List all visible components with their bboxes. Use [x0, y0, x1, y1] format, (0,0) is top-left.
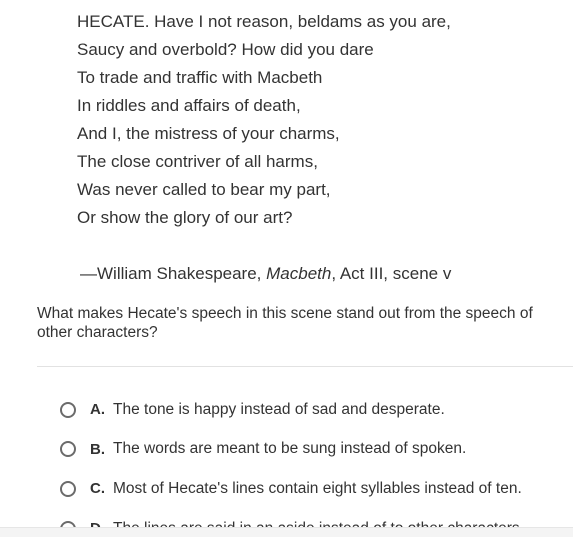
radio-button[interactable] — [60, 402, 76, 418]
attribution-suffix: , Act III, scene v — [331, 264, 452, 283]
poem-line: HECATE. Have I not reason, beldams as you are, — [77, 12, 451, 31]
poem-line: And I, the mistress of your charms, — [77, 124, 340, 143]
poem-line: Or show the glory of our art? — [77, 208, 293, 227]
poem-line: To trade and traffic with Macbeth — [77, 68, 323, 87]
option-text: The words are meant to be sung instead of spoken. — [113, 440, 467, 458]
option-text: The tone is happy instead of sad and desperate. — [113, 400, 445, 418]
answer-options — [60, 390, 565, 548]
option-letter: C. — [90, 480, 105, 498]
attribution — [80, 260, 451, 288]
answer-option-b[interactable] — [60, 430, 565, 470]
option-letter: A. — [90, 401, 105, 419]
attribution-prefix: —William Shakespeare, — [80, 264, 267, 283]
poem-line: Saucy and overbold? How did you dare — [77, 40, 374, 59]
poem-passage — [77, 8, 557, 232]
answer-option-c[interactable] — [60, 469, 565, 509]
question-text: What makes Hecate's speech in this scene stand out from the speech of other characters? — [37, 305, 533, 341]
answer-option-a[interactable] — [60, 390, 565, 430]
divider — [37, 366, 573, 367]
option-letter: B. — [90, 440, 105, 458]
poem-line: Was never called to bear my part, — [77, 180, 331, 199]
attribution-work-title: Macbeth — [266, 264, 332, 283]
radio-button[interactable] — [60, 481, 76, 497]
poem-line: The close contriver of all harms, — [77, 152, 318, 171]
radio-button[interactable] — [60, 441, 76, 457]
poem-line: In riddles and affairs of death, — [77, 96, 301, 115]
option-text: Most of Hecate's lines contain eight syllables instead of ten. — [113, 479, 522, 497]
